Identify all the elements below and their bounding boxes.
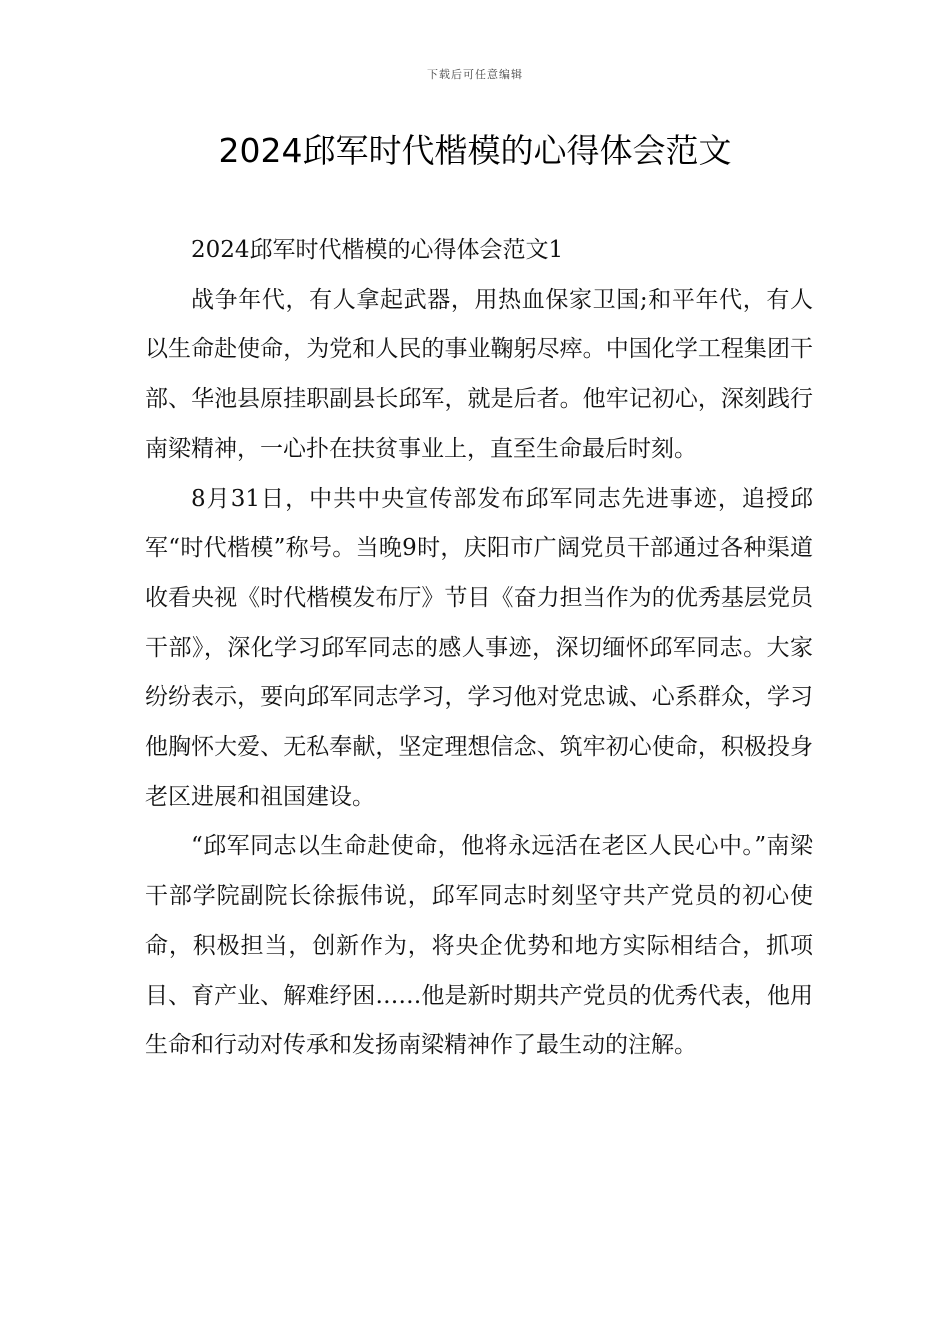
section-heading: 2024邱军时代楷模的心得体会范文1	[191, 237, 564, 263]
paragraph-1: 战争年代，有人拿起武器，用热血保家卫国;和平年代，有人以生命赴使命，为党和人民的事业鞠躬尽瘁。中国化学工程集团干部、华池县原挂职副县长邱军，就是后者。他牢记初心，深刻践行南梁精神，一心扑在扶贫事业上，直至生命最后时刻。	[145, 286, 813, 462]
document-title: 2024邱军时代楷模的心得体会范文	[218, 131, 732, 170]
paragraph-2: 8月31日，中共中央宣传部发布邱军同志先进事迹，追授邱军“时代楷模”称号。当晚9时，庆阳市广阔党员干部通过各种渠道收看央视《时代楷模发布厅》节目《奋力担当作为的优秀基层党员干部》，深化学习邱军同志的感人事迹，深切缅怀邱军同志。大家纷纷表示，要向邱军同志学习，学习他对党忠诚、心系群众，学习他胸怀大爱、无私奉献，坚定理想信念、筑牢初心使命，积极投身老区进展和祖国建设。	[145, 485, 813, 810]
paragraph-3: “邱军同志以生命赴使命，他将永远活在老区人民心中。”南梁干部学院副院长徐振伟说，邱军同志时刻坚守共产党员的初心使命，积极担当，创新作为，将央企优势和地方实际相结合，抓项目、育产业、解难纾困……他是新时期共产党员的优秀代表，他用生命和行动对传承和发扬南梁精神作了最生动的注解。	[145, 833, 813, 1059]
document-body	[145, 226, 813, 1071]
page-header-note: 下载后可任意编辑	[427, 68, 523, 81]
